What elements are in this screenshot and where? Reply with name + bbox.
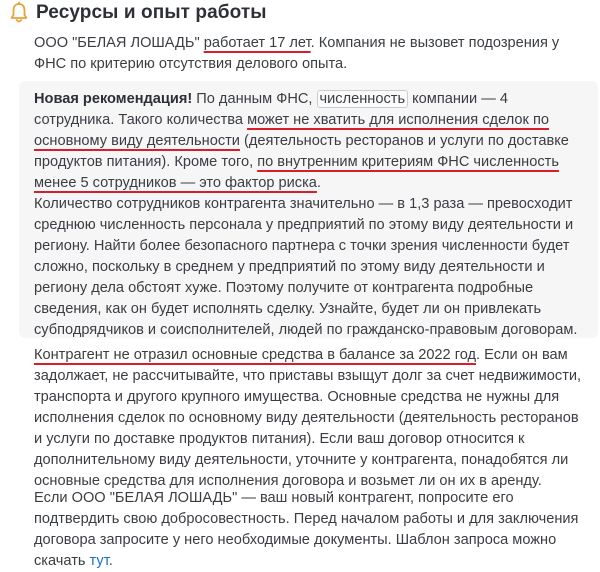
years-highlight: работает 17 лет [203, 35, 311, 51]
no-assets-highlight: Контрагент не отразил основные средства в балансе за 2022 год [34, 347, 477, 363]
recommendation-paragraph [34, 89, 586, 194]
bell-icon [10, 2, 28, 24]
final-text: Если ООО "БЕЛАЯ ЛОШАДЬ" — ваш новый контрагент, попросите его подтвердить свою добросовестность. Перед началом работы и для заключения договора запросите у него необходимые документы. Шаблон запроса можно скачать [34, 490, 579, 569]
rec-text-4: . [316, 175, 321, 191]
template-download-link[interactable]: тут [89, 553, 109, 569]
risk-factor-highlight: по внутренним критериям ФНС численность менее 5 сотрудников — это фактор риска [34, 154, 559, 191]
insufficient-staff-highlight: может не хватить для исполнения сделок по основному виду деятельности [34, 112, 549, 149]
section-title: Ресурсы и опыт работы [36, 2, 267, 23]
assets-text: . Если он вам задолжает, не рассчитывайте, что приставы взыщут долг за счет недвижимости, транспорта и другого крупного имущества. Основные средства не нужны для исполнения сделок по основному виду деятельности (деятельность ресторанов и услуги по доставке продуктов питания). Если ваш договор относится к дополнительному виду деятельности, уточните у контрагента, понадобятся ли основные средства для исполнения договора и возьмет ли он их в аренду. [34, 347, 582, 489]
rec-text-2: компании — 4 сотрудника. Такого количества [34, 91, 509, 128]
section-header [10, 2, 267, 24]
final-end: . [108, 553, 113, 569]
term-headcount[interactable]: численность [317, 90, 409, 108]
experience-text: . Компания не вызовет подозрения у ФНС по критерию отсутствия делового опыта. [34, 35, 560, 72]
headcount-comparison-paragraph: Количество сотрудников контрагента значительно — в 1,3 раза — превосходит среднюю численность персонала у предприятий по этому виду деятельности и региону. Найти более безопасного партнера с точки зрения численности будет сложно, поскольку в среднем у предприятий по этому виду деятельности и региону дела обстоят хуже. Поэтому получите от контрагента подробные сведения, как он будет исполнять сделку. Узнайте, будет ли он привлекать субподрядчиков и соисполнителей, людей по гражданско-правовым договорам. [34, 196, 578, 338]
company-name-text: ООО "БЕЛАЯ ЛОШАДЬ" [34, 35, 204, 51]
recommendation-label: Новая рекомендация! [34, 91, 193, 107]
rec-text-1: По данным ФНС, [192, 91, 317, 107]
rec-text-3: (деятельность ресторанов и услуги по доставке продуктов питания). Кроме того, [34, 133, 569, 170]
assets-paragraph [34, 345, 586, 492]
final-paragraph [34, 488, 582, 572]
experience-paragraph [34, 33, 582, 75]
